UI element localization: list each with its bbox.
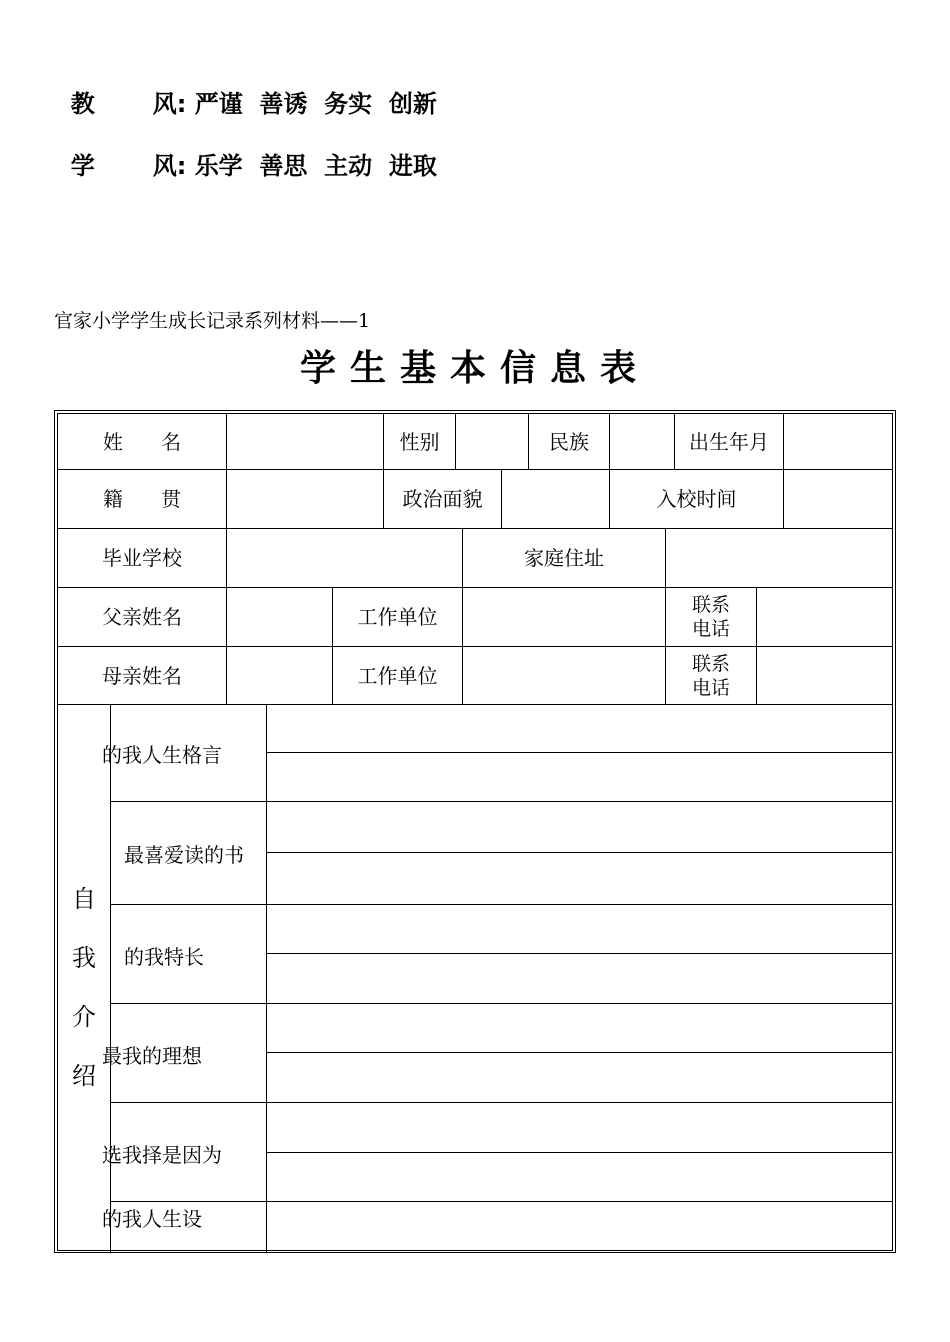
home-address-label: 家庭住址 <box>524 546 604 570</box>
father-phone-label-line2: 电话 <box>691 618 730 640</box>
gender-field[interactable] <box>456 414 528 469</box>
mother-name-field[interactable] <box>227 647 332 704</box>
mother-name-label: 母亲姓名 <box>102 663 182 688</box>
self-intro-label <box>64 870 104 1106</box>
series-label: 官家小学学生成长记录系列材料——1 <box>54 310 371 332</box>
life-plan-label: 的我人生设 <box>102 1207 202 1231</box>
teaching-motto-key: 教 <box>70 90 95 118</box>
teaching-motto-value: 严谨 善诱 务实 创新 <box>194 90 437 118</box>
ethnicity-label: 民族 <box>549 429 589 454</box>
father-name-field[interactable] <box>227 588 332 646</box>
mother-phone-label-line1: 联系 <box>691 652 730 675</box>
choice-reason-answer-area[interactable] <box>267 1103 893 1201</box>
grad-school-field[interactable] <box>227 529 462 587</box>
father-name-label: 父亲姓名 <box>102 605 182 629</box>
teaching-motto-sep: 风: <box>152 90 187 118</box>
learning-motto-sep: 风: <box>152 152 187 180</box>
learning-motto-key: 学 <box>70 152 95 180</box>
father-phone-label-line1: 联系 <box>691 594 730 616</box>
favorite-book-answer-area[interactable] <box>267 802 893 904</box>
mother-phone-label-line2: 电话 <box>691 676 730 699</box>
self-intro-char: 介 <box>72 1003 96 1031</box>
favorite-book-label: 最喜爱读的书 <box>124 843 244 867</box>
native-place-field[interactable] <box>226 470 383 528</box>
birth-field[interactable] <box>784 414 893 469</box>
enroll-time-label: 入校时间 <box>656 487 737 511</box>
father-work-field[interactable] <box>463 588 665 646</box>
native-place-label: 籍 贯 <box>102 487 182 511</box>
grad-school-label: 毕业学校 <box>102 546 182 570</box>
home-address-field[interactable] <box>666 529 893 587</box>
ethnicity-field[interactable] <box>610 414 674 469</box>
father-phone-field[interactable] <box>757 588 893 646</box>
life-plan-answer-area[interactable] <box>267 1202 893 1251</box>
teaching-motto <box>54 56 437 119</box>
choice-reason-label: 选我择是因为 <box>102 1143 222 1167</box>
self-intro-char: 我 <box>72 944 96 972</box>
motto-item-label: 的我人生格言 <box>102 743 222 767</box>
father-work-label: 工作单位 <box>357 605 438 629</box>
political-field[interactable] <box>502 470 609 528</box>
self-intro-char: 自 <box>72 885 96 913</box>
row-divider <box>57 1252 111 1253</box>
enroll-time-field[interactable] <box>784 470 893 528</box>
specialty-answer-area[interactable] <box>267 905 893 1003</box>
birth-label: 出生年月 <box>689 429 769 454</box>
learning-motto-value: 乐学 善思 主动 进取 <box>194 152 437 180</box>
ideal-answer-area[interactable] <box>267 1004 893 1102</box>
self-intro-char: 绍 <box>72 1062 96 1090</box>
specialty-label: 的我特长 <box>124 945 204 969</box>
father-phone-label <box>666 588 756 646</box>
gender-label: 性别 <box>399 429 440 454</box>
mother-work-field[interactable] <box>463 647 665 704</box>
form-title: 学生基本信息表 <box>299 347 650 389</box>
mother-work-label: 工作单位 <box>357 663 438 688</box>
mother-phone-label <box>666 647 756 704</box>
learning-motto <box>54 118 437 181</box>
motto-answer-area[interactable] <box>267 705 893 801</box>
mother-phone-field[interactable] <box>757 647 893 704</box>
political-label: 政治面貌 <box>402 487 483 511</box>
name-label: 姓 名 <box>102 429 182 454</box>
name-field[interactable] <box>226 414 383 469</box>
ideal-label: 最我的理想 <box>102 1044 202 1068</box>
